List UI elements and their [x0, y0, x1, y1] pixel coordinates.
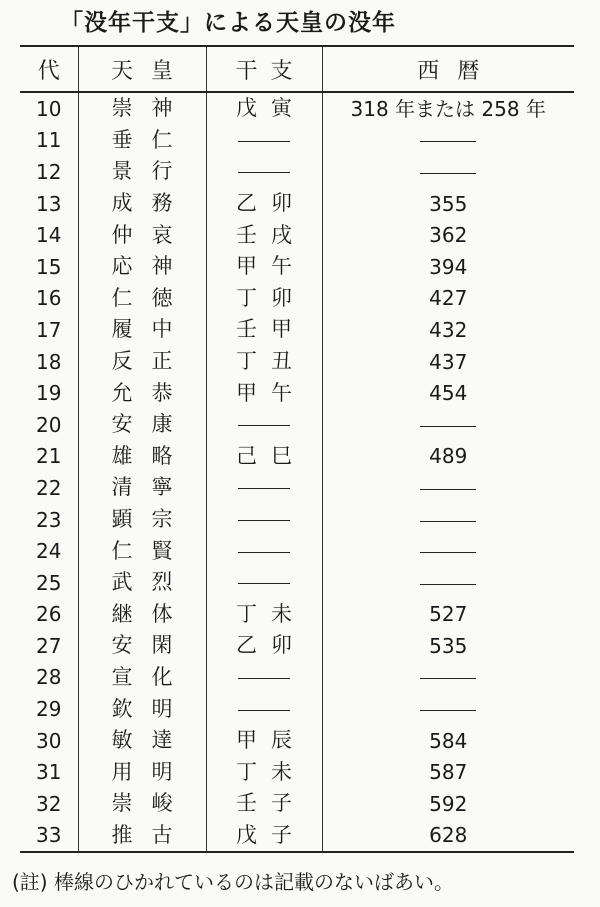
dai-cell: 31: [36, 760, 62, 785]
table-row: [20, 820, 574, 853]
emperor-cell: 宣 化: [78, 662, 206, 694]
dai-cell: 17: [36, 317, 62, 342]
dai-cell: 16: [36, 286, 62, 311]
dai-cell: 12: [36, 159, 62, 184]
kanshi-cell: 戊 子: [206, 820, 322, 853]
table-row: [20, 725, 574, 757]
emperor-death-year-table: [20, 45, 574, 853]
year-cell: 355: [322, 188, 574, 220]
dai-cell: 22: [36, 475, 62, 500]
emperor-cell: 仲 哀: [78, 219, 206, 251]
emperor-cell: 敏 達: [78, 725, 206, 757]
no-record-dash: [420, 489, 476, 490]
year-cell: 628: [322, 820, 574, 853]
dai-cell: 23: [36, 507, 62, 532]
year-cell: 535: [322, 630, 574, 662]
kanshi-cell: 甲 午: [206, 251, 322, 283]
table-row: [20, 662, 574, 694]
no-record-dash: [238, 141, 290, 142]
no-record-dash: [420, 141, 476, 142]
year-cell: [322, 567, 574, 599]
table-row: [20, 756, 574, 788]
kanshi-cell: [206, 535, 322, 567]
emperor-cell: 推 古: [78, 820, 206, 853]
header-year: 西 暦: [322, 46, 574, 92]
emperor-cell: 仁 賢: [78, 535, 206, 567]
table-row: [20, 156, 574, 188]
no-record-dash: [420, 678, 476, 679]
year-cell: 362: [322, 219, 574, 251]
emperor-cell: 顕 宗: [78, 504, 206, 536]
dai-cell: 19: [36, 381, 62, 406]
table-row: [20, 219, 574, 251]
footnote: (註) 棒線のひかれているのは記載のないばあい。: [12, 870, 454, 894]
kanshi-cell: [206, 125, 322, 157]
table-row: [20, 567, 574, 599]
emperor-cell: 崇 峻: [78, 788, 206, 820]
emperor-cell: 景 行: [78, 156, 206, 188]
table-row: [20, 125, 574, 157]
emperor-cell: 欽 明: [78, 693, 206, 725]
dai-cell: 33: [20, 820, 78, 853]
kanshi-cell: [206, 504, 322, 536]
dai-cell: 14: [36, 223, 62, 248]
year-cell: [322, 156, 574, 188]
dai-cell: 27: [36, 633, 62, 658]
year-cell: 318 年または 258 年: [322, 92, 574, 125]
year-cell: 394: [322, 251, 574, 283]
year-cell: [322, 693, 574, 725]
year-cell: [322, 535, 574, 567]
dai-cell: 24: [36, 539, 62, 564]
dai-cell: 20: [36, 412, 62, 437]
dai-cell: 32: [36, 791, 62, 816]
table-row: [20, 409, 574, 441]
table-row: [20, 188, 574, 220]
emperor-cell: 雄 略: [78, 441, 206, 473]
dai-cell: 11: [36, 128, 62, 153]
dai-cell: 18: [36, 349, 62, 374]
kanshi-cell: 乙 卯: [206, 188, 322, 220]
table-row: [20, 535, 574, 567]
year-cell: [322, 472, 574, 504]
year-cell: 432: [322, 314, 574, 346]
year-cell: [322, 662, 574, 694]
kanshi-cell: [206, 662, 322, 694]
kanshi-cell: 丁 丑: [206, 346, 322, 378]
dai-cell: 10: [36, 96, 62, 121]
table-row: [20, 599, 574, 631]
emperor-cell: 清 寧: [78, 472, 206, 504]
kanshi-cell: 壬 戌: [206, 219, 322, 251]
no-record-dash: [420, 584, 476, 585]
kanshi-cell: [206, 693, 322, 725]
table-row: [20, 630, 574, 662]
header-kanshi: 干 支: [206, 46, 322, 92]
no-record-dash: [420, 710, 476, 711]
table-row: [20, 251, 574, 283]
table-row: [20, 441, 574, 473]
no-record-dash: [238, 425, 290, 426]
year-cell: 587: [322, 756, 574, 788]
emperor-cell: 安 康: [78, 409, 206, 441]
emperor-cell: 垂 仁: [78, 125, 206, 157]
kanshi-cell: 戊 寅: [206, 92, 322, 125]
table-row: [20, 92, 574, 125]
emperor-cell: 仁 徳: [78, 283, 206, 315]
emperor-cell: 武 烈: [78, 567, 206, 599]
year-cell: 592: [322, 788, 574, 820]
table-row: [20, 504, 574, 536]
kanshi-cell: 丁 未: [206, 756, 322, 788]
kanshi-cell: 甲 午: [206, 377, 322, 409]
no-record-dash: [238, 710, 290, 711]
dai-cell: 13: [36, 191, 62, 216]
no-record-dash: [420, 173, 476, 174]
table-row: [20, 283, 574, 315]
table-row: [20, 377, 574, 409]
kanshi-cell: [206, 472, 322, 504]
table-title: 「没年干支」による天皇の没年: [60, 10, 396, 36]
kanshi-cell: [206, 156, 322, 188]
kanshi-cell: 丁 卯: [206, 283, 322, 315]
kanshi-cell: 丁 未: [206, 599, 322, 631]
emperor-cell: 用 明: [78, 756, 206, 788]
emperor-cell: 継 体: [78, 599, 206, 631]
emperor-cell: 反 正: [78, 346, 206, 378]
dai-cell: 28: [36, 665, 62, 690]
emperor-cell: 安 閑: [78, 630, 206, 662]
year-cell: 454: [322, 377, 574, 409]
table-row: [20, 346, 574, 378]
kanshi-cell: [206, 409, 322, 441]
no-record-dash: [420, 521, 476, 522]
no-record-dash: [238, 488, 290, 489]
no-record-dash: [238, 172, 290, 173]
dai-cell: 30: [36, 728, 62, 753]
dai-cell: 15: [36, 254, 62, 279]
table-row: [20, 472, 574, 504]
year-cell: 427: [322, 283, 574, 315]
kanshi-cell: 甲 辰: [206, 725, 322, 757]
dai-cell: 21: [36, 444, 62, 469]
no-record-dash: [238, 678, 290, 679]
emperor-cell: 崇 神: [78, 92, 206, 125]
no-record-dash: [420, 426, 476, 427]
table-row: [20, 788, 574, 820]
dai-cell: 25: [36, 570, 62, 595]
year-cell: [322, 409, 574, 441]
header-row: [20, 46, 574, 92]
kanshi-cell: 乙 卯: [206, 630, 322, 662]
emperor-cell: 履 中: [78, 314, 206, 346]
no-record-dash: [420, 552, 476, 553]
no-record-dash: [238, 552, 290, 553]
kanshi-cell: 己 巳: [206, 441, 322, 473]
year-cell: 527: [322, 599, 574, 631]
dai-cell: 29: [36, 697, 62, 722]
year-cell: 437: [322, 346, 574, 378]
header-dai: 代: [20, 46, 78, 92]
kanshi-cell: 壬 甲: [206, 314, 322, 346]
dai-cell: 26: [36, 602, 62, 627]
year-cell: [322, 504, 574, 536]
kanshi-cell: 壬 子: [206, 788, 322, 820]
no-record-dash: [238, 520, 290, 521]
year-cell: 489: [322, 441, 574, 473]
table-row: [20, 314, 574, 346]
emperor-cell: 成 務: [78, 188, 206, 220]
emperor-cell: 応 神: [78, 251, 206, 283]
table-row: [20, 693, 574, 725]
header-emperor: 天 皇: [78, 46, 206, 92]
kanshi-cell: [206, 567, 322, 599]
year-cell: 584: [322, 725, 574, 757]
no-record-dash: [238, 583, 290, 584]
emperor-cell: 允 恭: [78, 377, 206, 409]
year-cell: [322, 125, 574, 157]
